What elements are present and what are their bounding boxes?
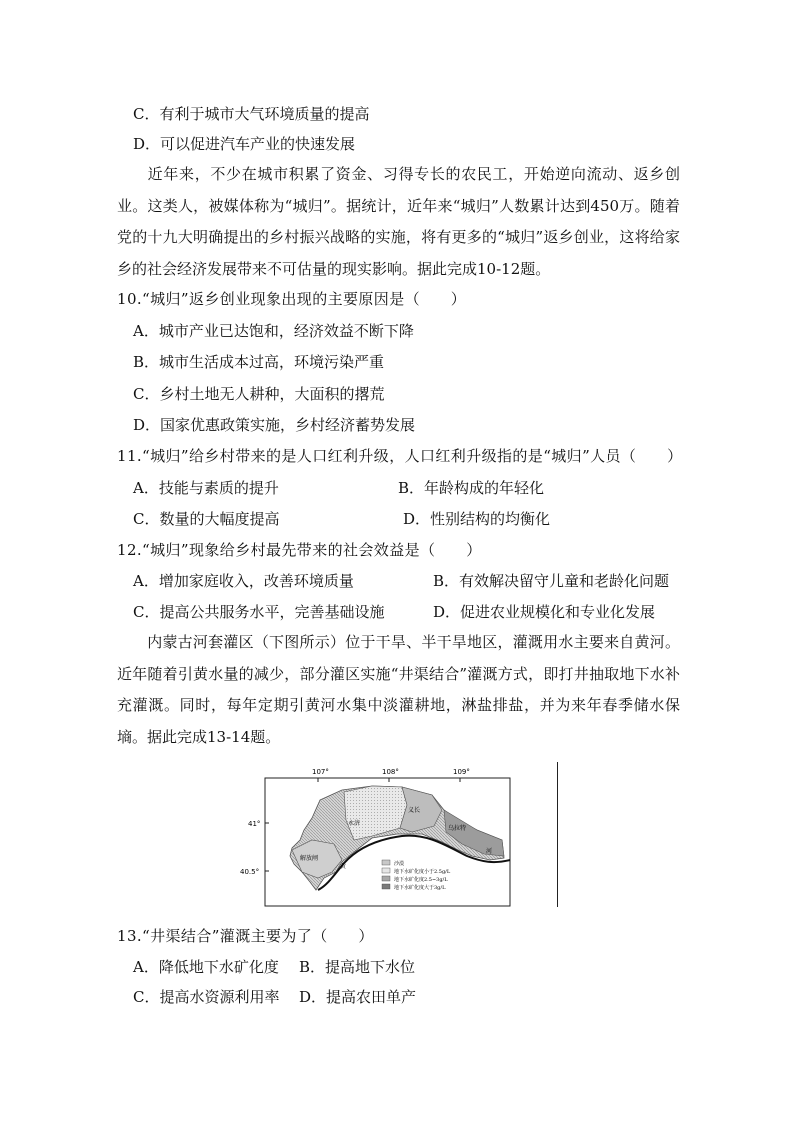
divider-line [557,762,558,907]
passage-paragraph [117,159,680,285]
legend-swatch [382,876,390,881]
legend-swatch [382,884,390,889]
q12-option-c: C．提高公共服务水平，完善基础设施 [133,603,385,621]
q12-option-a: A．增加家庭收入，改善环境质量 [133,572,354,590]
place-label: 乌拉特 [448,825,467,832]
q10-option-b: B．城市生活成本过高，环境污染严重 [133,353,385,371]
legend-label: 地下水矿化度大于3g/L [394,885,446,891]
passage-text-2: 内蒙古河套灌区（下图所示）位于干旱、半干旱地区，灌溉用水主要来自黄河。近年随着引黄水量的减少，部分灌区实施“井渠结合”灌溉方式，即打井抽取地下水补充灌溉。同时，每年定期引黄河水集中淡灌耕地，淋盐排盐，并为来年春季储水保墒。据此完成13-14题。 [117,633,680,746]
q13-option-a: A．降低地下水矿化度 [133,958,279,976]
lon-label: 107° [312,768,329,776]
lat-label: 41° [248,820,261,828]
option-d: D．可以促进汽车产业的快速发展 [133,135,356,153]
question-12-stem: 12.“城归”现象给乡村最先带来的社会效益是（ ） [117,541,482,559]
question-10-stem: 10.“城归”返乡创业现象出现的主要原因是（ ） [117,290,467,308]
lon-label: 108° [382,768,399,776]
q13-option-d: D．提高农田单产 [299,988,417,1006]
q11-option-d: D．性别结构的均衡化 [403,510,551,528]
legend-swatch [382,860,390,865]
place-label: 义长 [408,807,421,814]
q12-option-b: B．有效解决留守儿童和老龄化问题 [433,572,670,590]
lat-label: 40.5° [240,868,260,876]
q12-option-d: D．促进农业规模化和专业化发展 [433,603,656,621]
q13-option-b: B．提高地下水位 [299,958,416,976]
q11-option-c: C．数量的大幅度提高 [133,510,280,528]
q10-option-d: D．国家优惠政策实施，乡村经济蓄势发展 [133,416,416,434]
q13-option-c: C．提高水资源利用率 [133,988,280,1006]
q10-option-a: A．城市产业已达饱和，经济效益不断下降 [133,322,414,340]
place-label: 解放闸 [300,855,319,862]
passage-paragraph-2 [117,627,680,753]
hetao-irrigation-map [240,760,562,910]
question-11-stem: 11.“城归”给乡村带来的是人口红利升级，人口红利升级指的是“城归”人员（ ） [117,447,683,465]
q11-option-b: B．年龄构成的年轻化 [398,479,545,497]
legend-label: 地下水矿化度小于2.5g/L [394,869,451,875]
legend-label: 沙漠 [394,861,405,867]
q10-option-c: C．乡村土地无人耕种，大面积的撂荒 [133,385,385,403]
legend-label: 地下水矿化度2.5~3g/L [394,877,448,883]
question-13-stem: 13.“井渠结合”灌溉主要为了（ ） [117,927,374,945]
passage-text: 近年来，不少在城市积累了资金、习得专长的农民工，开始逆向流动、返乡创业。这类人，被媒体称为“城归”。据统计，近年来“城归”人数累计达到450万。随着党的十九大明确提出的乡村振兴战略的实施，将有更多的“城归”返乡创业，这将给家乡的社会经济发展带来不可估量的现实影响。据此完成10-12题。 [117,165,680,278]
place-label: 黄 [340,863,347,870]
q11-option-a: A．技能与素质的提升 [133,479,279,497]
place-label: 河 [486,848,493,855]
lon-label: 109° [453,768,470,776]
place-label: 永济 [348,820,361,827]
option-c: C．有利于城市大气环境质量的提高 [133,105,370,123]
legend-swatch [382,868,390,873]
